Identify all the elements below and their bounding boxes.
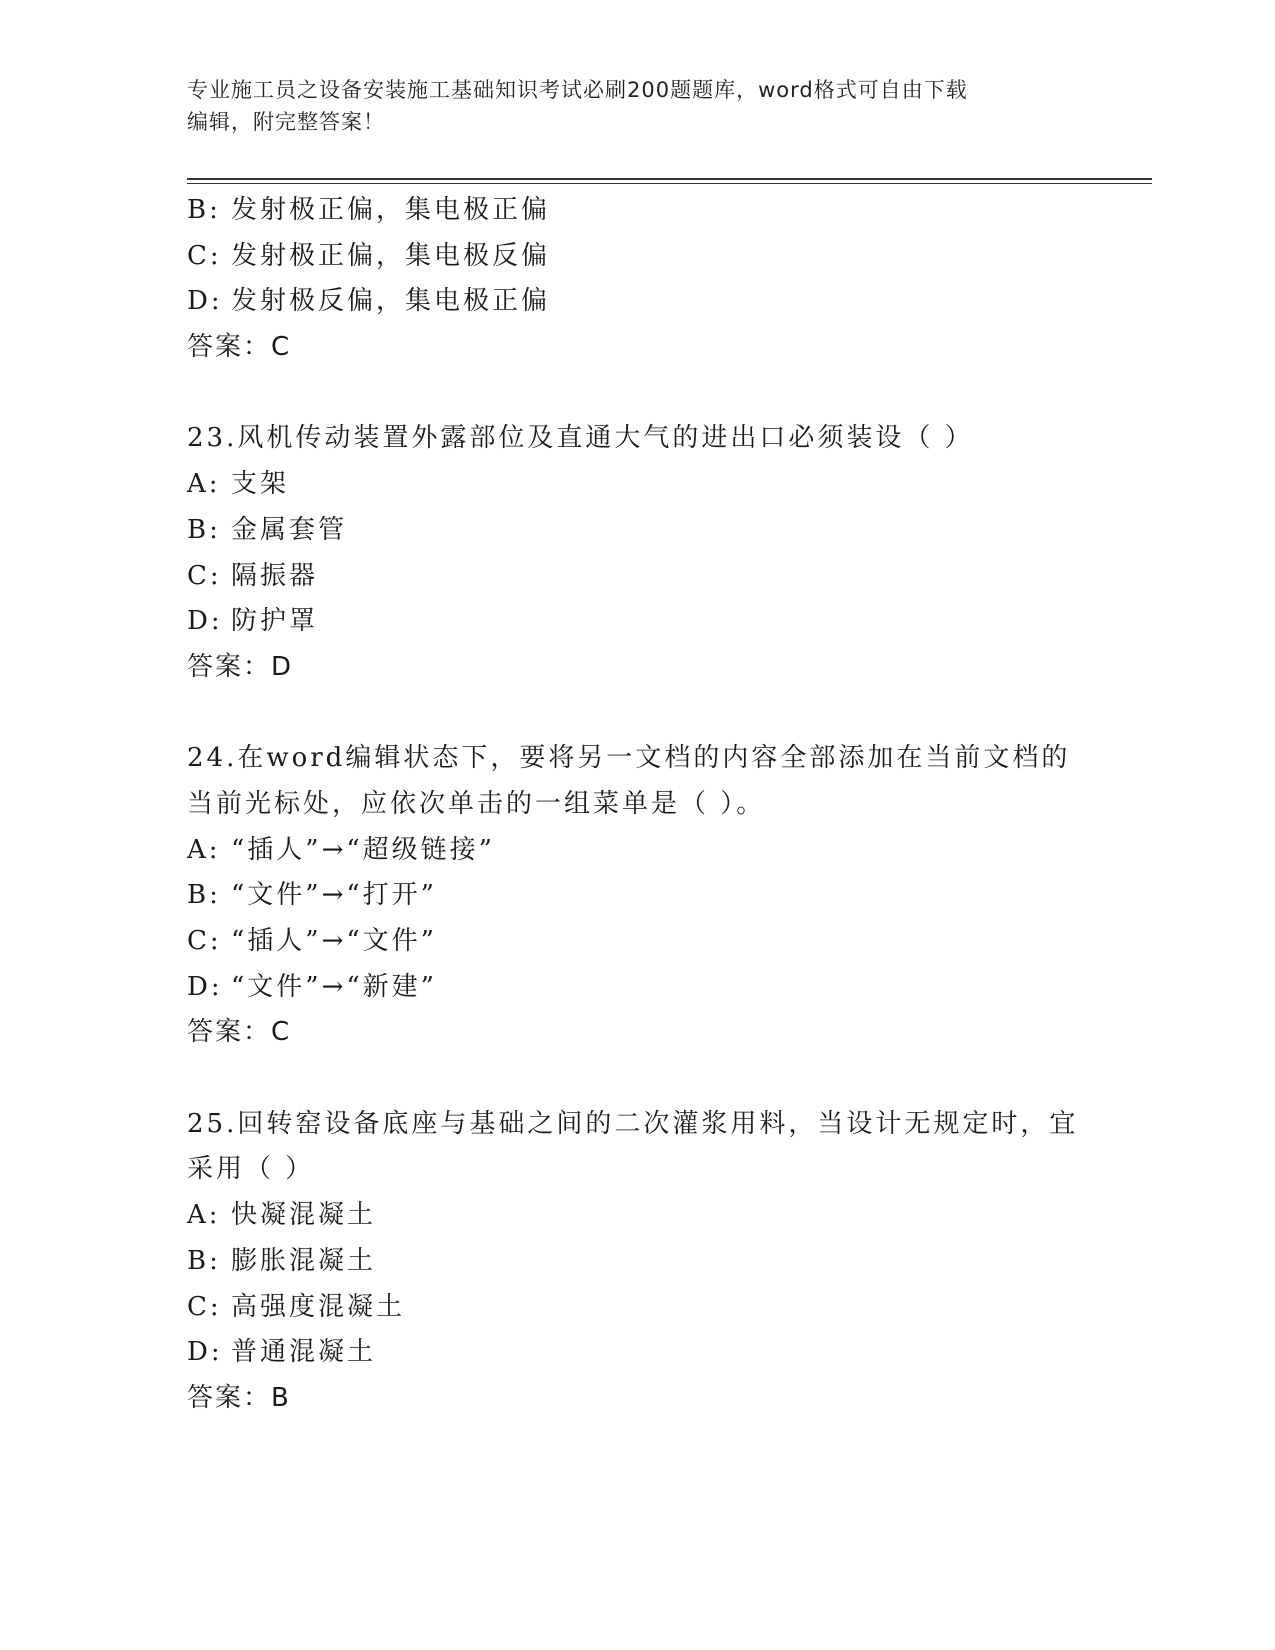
option-text: “文件”→“新建” bbox=[231, 971, 437, 1002]
question-content bbox=[187, 188, 1087, 1422]
option-letter: C: bbox=[187, 1291, 222, 1322]
option-b bbox=[187, 873, 1087, 919]
option-b bbox=[187, 1239, 1087, 1285]
page-header bbox=[187, 74, 1067, 138]
spacer bbox=[187, 691, 1087, 737]
option-letter: B: bbox=[187, 514, 221, 545]
option-text: “插人”→“超级链接” bbox=[231, 834, 495, 865]
question-stem-line-2: 采用（ ） bbox=[187, 1154, 315, 1185]
header-title-line-2: 编辑，附完整答案！ bbox=[187, 110, 385, 134]
option-c bbox=[187, 234, 1087, 280]
option-letter: D: bbox=[187, 1337, 223, 1368]
option-text: 发射极正偏，集电极反偏 bbox=[231, 240, 551, 271]
answer-line: 答案：B bbox=[187, 1382, 291, 1413]
option-c bbox=[187, 1285, 1087, 1331]
option-text: 发射极正偏，集电极正偏 bbox=[231, 195, 551, 225]
header-divider-thick bbox=[187, 178, 1152, 180]
option-a bbox=[187, 828, 1087, 874]
option-letter: D: bbox=[187, 606, 223, 637]
answer-line: 答案：C bbox=[187, 332, 292, 363]
option-letter: B: bbox=[187, 880, 221, 911]
option-text: 金属套管 bbox=[231, 514, 348, 545]
question-23 bbox=[187, 416, 1087, 690]
option-text: “插人”→“文件” bbox=[231, 926, 437, 956]
answer-line: 答案：D bbox=[187, 651, 294, 682]
option-letter: C: bbox=[187, 240, 222, 271]
question-stem-line-2: 当前光标处，应依次单击的一组菜单是（ ）。 bbox=[187, 788, 766, 819]
option-letter: C: bbox=[187, 560, 222, 591]
option-letter: A: bbox=[187, 469, 221, 500]
option-letter: A: bbox=[187, 1200, 221, 1231]
option-text: 快凝混凝土 bbox=[231, 1200, 377, 1231]
option-text: 普通混凝土 bbox=[231, 1337, 377, 1368]
question-stem-line-1: 24.在word编辑状态下，要将另一文档的内容全部添加在当前文档的 bbox=[187, 743, 1071, 774]
option-text: 高强度混凝土 bbox=[231, 1291, 406, 1322]
option-letter: D: bbox=[187, 286, 223, 317]
question-24 bbox=[187, 736, 1087, 1056]
spacer bbox=[187, 1056, 1087, 1102]
option-text: 膨胀混凝土 bbox=[231, 1245, 377, 1276]
option-text: 发射极反偏，集电极正偏 bbox=[231, 286, 551, 317]
answer-line: 答案：C bbox=[187, 1017, 292, 1048]
option-d bbox=[187, 1330, 1087, 1376]
option-letter: D: bbox=[187, 971, 223, 1002]
option-d bbox=[187, 965, 1087, 1011]
option-b bbox=[187, 188, 1087, 234]
header-title-line-1: 专业施工员之设备安装施工基础知识考试必刷200题题库，word格式可自由下载 bbox=[187, 78, 968, 102]
option-a bbox=[187, 1193, 1087, 1239]
option-letter: C: bbox=[187, 926, 222, 956]
question-22 bbox=[187, 188, 1087, 371]
option-d bbox=[187, 279, 1087, 325]
option-c bbox=[187, 554, 1087, 600]
question-25 bbox=[187, 1102, 1087, 1422]
question-stem: 23.风机传动装置外露部位及直通大气的进出口必须装设（ ） bbox=[187, 423, 974, 454]
spacer bbox=[187, 371, 1087, 417]
option-a bbox=[187, 462, 1087, 508]
question-stem-line-1: 25.回转窑设备底座与基础之间的二次灌浆用料，当设计无规定时，宜 bbox=[187, 1108, 1079, 1139]
option-letter: B: bbox=[187, 195, 221, 225]
option-d bbox=[187, 599, 1087, 645]
option-text: 支架 bbox=[231, 469, 290, 500]
option-text: “文件”→“打开” bbox=[231, 880, 437, 911]
option-c bbox=[187, 919, 1087, 965]
option-letter: A: bbox=[187, 834, 221, 865]
option-text: 防护罩 bbox=[231, 606, 319, 637]
option-text: 隔振器 bbox=[231, 560, 319, 591]
option-b bbox=[187, 508, 1087, 554]
option-letter: B: bbox=[187, 1245, 221, 1276]
header-divider-thin bbox=[187, 183, 1152, 184]
